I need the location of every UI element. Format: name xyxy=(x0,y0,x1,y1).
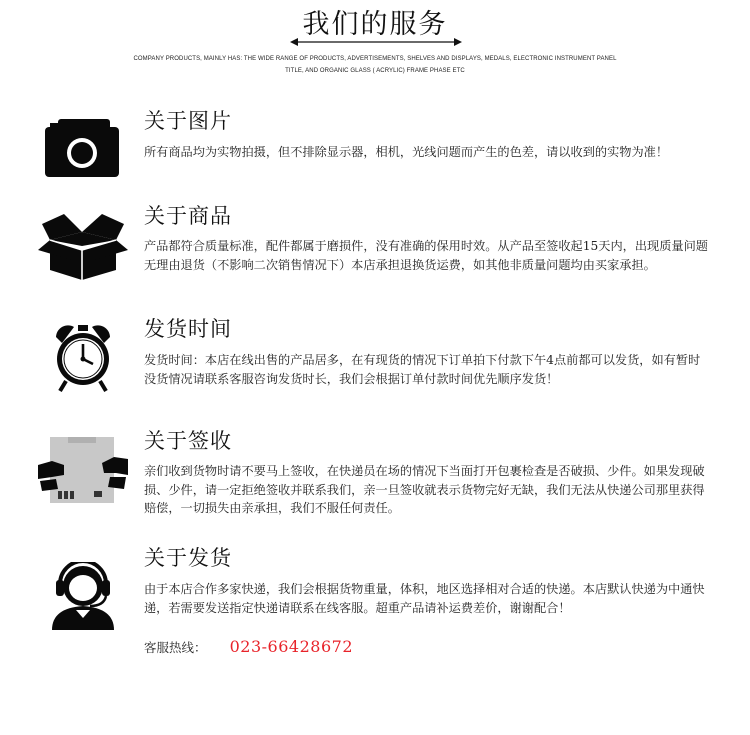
section-body: 发货时间：本店在线出售的产品居多，在有现货的情况下订单拍下付款下午4点前都可以发货，如有暂时没货情况请联系客服咨询发货时长，我们会根据订单付款时间优先顺序发货！ xyxy=(144,353,701,386)
hotline-label: 客服热线： xyxy=(144,640,207,655)
section-body: 亲们收到货物时请不要马上签收，在快递员在场的情况下当面打开包裹检查是否破损、少件。如果发现破损、少件，请一定拒绝签收并联系我们，亲一旦签收就表示货物完好无缺，我们无法从快递公司那里获得赔偿，一切损失由亲承担，我们不服任何责任。 xyxy=(144,464,705,515)
page-header xyxy=(0,0,750,80)
section-body: 产品都符合质量标准，配件都属于磨损件，没有准确的保用时效。从产品至签收起15天内，出现质量问题无理由退货（不影响二次销售情况下）本店承担退换货运费，如其他非质量问题均由买家承担。 xyxy=(144,239,708,272)
alarm-clock-icon xyxy=(38,323,128,393)
page-subtitle: COMPANY PRODUCTS, MAINLY HAS: THE WIDE RANGE OF PRODUCTS, ADVERTISEMENTS, SHELVES AND DISPLAYS, MEDALS, ELECTRONIC INSTRUMENT PANEL TITLE, AND ORGANIC GLASS ( ACRYLIC) FRAME PHASE ETC xyxy=(133,56,617,74)
section-body: 所有商品均为实物拍摄，但不排除显示器，相机，光线问题而产生的色差，请以收到的实物为准！ xyxy=(144,145,669,159)
section-title: 关于图片 xyxy=(144,109,232,133)
section-title: 关于发货 xyxy=(144,546,232,570)
customer-service-hotline xyxy=(144,637,353,656)
package-hands-icon xyxy=(38,435,128,505)
page-title: 我们的服务 xyxy=(302,9,448,40)
headset-person-icon xyxy=(38,562,128,632)
double-arrow-divider xyxy=(290,36,462,48)
section-body: 由于本店合作多家快递，我们会根据货物重量，体积，地区选择相对合适的快递。本店默认快递为中通快递，若需要发送指定快递请联系在线客服。超重产品请补运费差价，谢谢配合！ xyxy=(144,582,705,615)
section-title: 发货时间 xyxy=(144,317,232,341)
section-title: 关于签收 xyxy=(144,429,232,453)
section-title: 关于商品 xyxy=(144,204,232,228)
hotline-number: 023-66428672 xyxy=(229,637,353,656)
open-box-icon xyxy=(38,210,128,280)
camera-icon xyxy=(38,115,128,185)
